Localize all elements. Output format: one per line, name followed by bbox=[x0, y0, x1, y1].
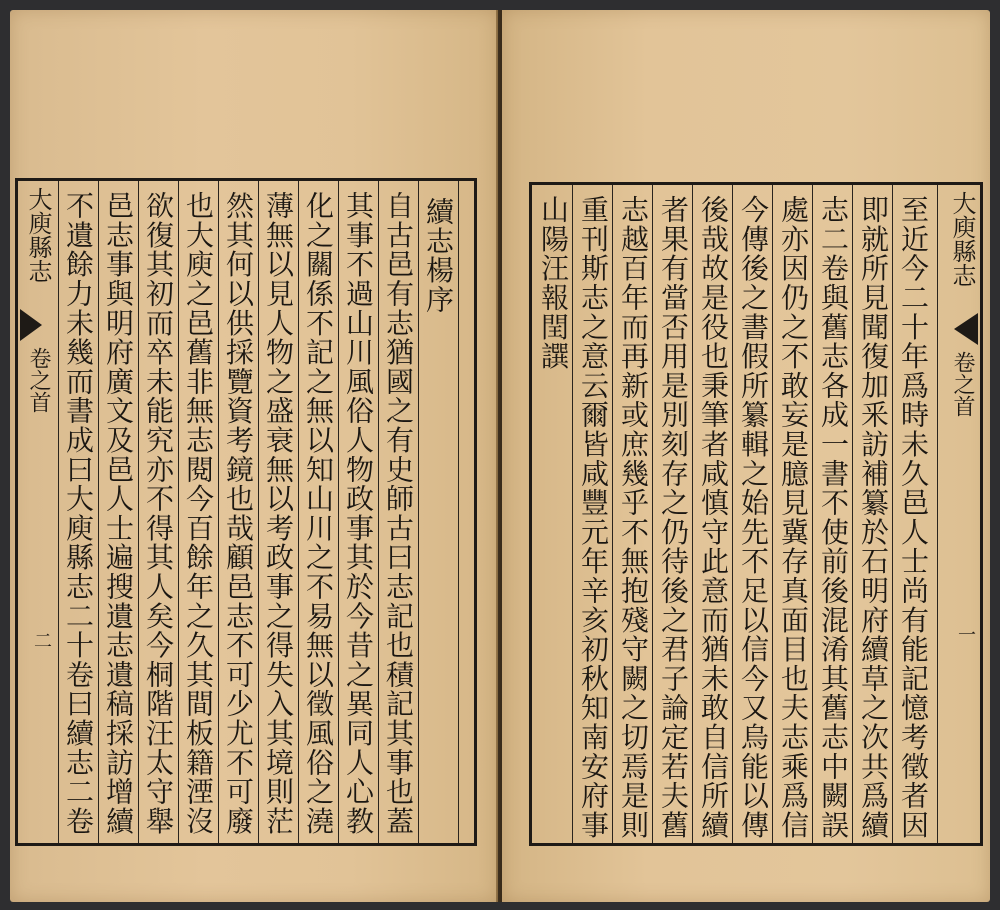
text-column: 志二卷與舊志各成一書不使前後混淆其舊志中闕誤 bbox=[817, 195, 850, 840]
text-column: 然其何以供採覽資考鏡也哉顧邑志不可少尤不可廢 bbox=[222, 191, 255, 836]
text-column: 至近今二十年爲時未久邑人士尚有能記憶考徵者因 bbox=[897, 195, 930, 840]
juan-label: 卷之首 bbox=[950, 351, 975, 417]
text-column: 後哉故是役也秉筆者咸慎守此意而猶未敢自信所續 bbox=[697, 195, 730, 840]
text-column: 薄無以見人物之盛衰無以考政事之得失入其境則茫 bbox=[262, 191, 295, 836]
text-column: 其事不過山川風俗人物政事其於今昔之異同人心教 bbox=[342, 191, 375, 836]
text-column: 不遺餘力未幾而書成曰大庾縣志二十卷曰續志二卷 bbox=[62, 191, 95, 836]
text-column: 化之關係不記之無以知山川之不易無以徵風俗之澆 bbox=[302, 191, 335, 836]
text-column: 即就所見聞復加釆訪補纂於石明府續草之次共爲續 bbox=[857, 195, 890, 840]
text-column: 志越百年而再新或庶幾乎不無抱殘守闕之切焉是則 bbox=[617, 195, 650, 840]
left-page bbox=[10, 10, 498, 902]
text-column: 邑志事與明府廣文及邑人士遍搜遺志遺稿採訪增續 bbox=[102, 191, 135, 836]
text-column: 今傳後之書假所纂輯之始先不足以信今又烏能以傳 bbox=[737, 195, 770, 840]
right-page bbox=[502, 10, 990, 902]
text-column: 也大庾之邑舊非無志閱今百餘年之久其間板籍湮沒 bbox=[182, 191, 215, 836]
left-text-frame bbox=[15, 178, 477, 846]
text-column: 重刊斯志之意云爾皆咸豐元年辛亥初秋知南安府事 bbox=[577, 195, 610, 840]
text-column: 山陽汪報閏譔 bbox=[537, 195, 570, 371]
fish-tail-mark bbox=[954, 313, 978, 345]
page-number: 一 bbox=[955, 625, 976, 643]
text-column: 處亦因仍之不敢妄是臆見冀存真面目也夫志乘爲信 bbox=[777, 195, 810, 840]
text-column: 自古邑有志猶國之有史師古曰志記也積記其事也蓋 bbox=[382, 191, 415, 836]
juan-label: 卷之首 bbox=[26, 347, 51, 413]
banxin-title: 大庾縣志 bbox=[948, 191, 976, 287]
text-column: 者果有當否用是別刻存之仍待後之君子論定若夫舊 bbox=[657, 195, 690, 840]
text-column: 欲復其初而卒未能究亦不得其人矣今桐階汪太守舉 bbox=[142, 191, 175, 836]
fish-tail-mark bbox=[20, 309, 42, 341]
banxin-title: 大庾縣志 bbox=[24, 187, 52, 283]
right-text-frame bbox=[529, 182, 983, 846]
page-number: 二 bbox=[31, 631, 52, 649]
preface-heading: 續志楊序 bbox=[422, 197, 455, 315]
